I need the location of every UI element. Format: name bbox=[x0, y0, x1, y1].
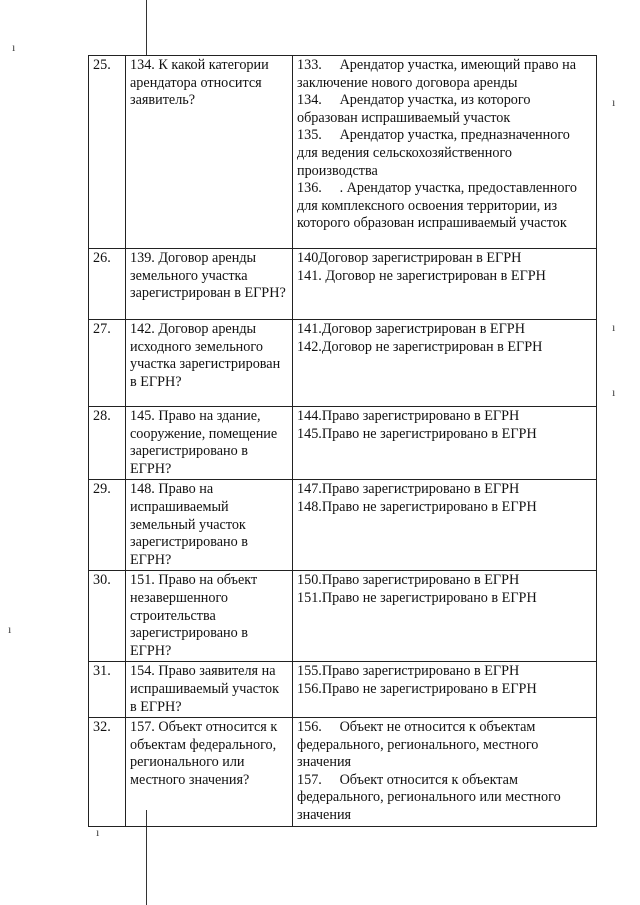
answer-option: 133. Арендатор участка, имеющий право на заключение нового договора аренды bbox=[297, 57, 577, 91]
answer-option: 144.Право зарегистрировано в ЕГРН bbox=[297, 408, 520, 424]
row-number: 29. bbox=[89, 480, 126, 571]
answer-option: 148.Право не зарегистрировано в ЕГРН bbox=[297, 498, 537, 515]
table-row bbox=[89, 407, 597, 480]
answer-option: 150.Право зарегистрировано в ЕГРН bbox=[297, 572, 520, 589]
question-cell: 142. Договор аренды исходного земельного участка зарегистрирован в ЕГРН? bbox=[126, 320, 293, 407]
row-number: 26. bbox=[89, 249, 126, 320]
answer-option: 145.Право не зарегистрировано в ЕГРН bbox=[297, 425, 537, 442]
answer-option: 156.Право не зарегистрировано в ЕГРН bbox=[297, 680, 537, 697]
answers-cell bbox=[293, 718, 597, 827]
scan-mark: ı bbox=[612, 385, 616, 399]
answer-option: 157. Объект относится к объектам федерального, регионального или местного значения bbox=[297, 771, 561, 824]
question-cell: 151. Право на объект незавершенного строительства зарегистрировано в ЕГРН? bbox=[126, 571, 293, 662]
answer-option: 135. Арендатор участка, предназначенного для ведения сельскохозяйственного производства bbox=[297, 127, 570, 179]
answer-option: 151.Право не зарегистрировано в ЕГРН bbox=[297, 589, 537, 606]
scan-mark: ı bbox=[612, 320, 616, 334]
question-cell: 154. Право заявителя на испрашиваемый участок в ЕГРН? bbox=[126, 662, 293, 718]
question-cell: 157. Объект относится к объектам федерального, регионального или местного значения? bbox=[126, 718, 293, 827]
answers-cell bbox=[293, 249, 597, 320]
row-number: 25. bbox=[89, 56, 126, 249]
row-number: 31. bbox=[89, 662, 126, 718]
answer-option: 140Договор зарегистрирован в ЕГРН bbox=[297, 250, 522, 266]
answer-option: 156. Объект не относится к объектам федерального, регионального, местного значения bbox=[297, 719, 539, 771]
answers-cell bbox=[293, 571, 597, 662]
scan-mark: ı bbox=[612, 95, 616, 109]
question-cell: 134. К какой категории арендатора относится заявитель? bbox=[126, 56, 293, 249]
row-number: 32. bbox=[89, 718, 126, 827]
table-row bbox=[89, 571, 597, 662]
scan-mark: ı bbox=[8, 622, 12, 636]
table-row bbox=[89, 662, 597, 718]
scan-mark: ı bbox=[96, 825, 100, 839]
question-cell: 145. Право на здание, сооружение, помещение зарегистрировано в ЕГРН? bbox=[126, 407, 293, 480]
scan-line-top bbox=[146, 0, 147, 55]
answer-option: 141.Договор зарегистрирован в ЕГРН bbox=[297, 321, 525, 337]
answers-cell bbox=[293, 662, 597, 718]
table-row bbox=[89, 249, 597, 320]
answers-cell bbox=[293, 480, 597, 571]
row-number: 30. bbox=[89, 571, 126, 662]
answers-cell bbox=[293, 320, 597, 407]
answer-option: 147.Право зарегистрировано в ЕГРН bbox=[297, 481, 520, 498]
row-number: 27. bbox=[89, 320, 126, 407]
answers-cell bbox=[293, 56, 597, 249]
answer-option: 155.Право зарегистрировано в ЕГРН bbox=[297, 663, 520, 680]
table-row bbox=[89, 718, 597, 827]
answer-option: 142.Договор не зарегистрирован в ЕГРН bbox=[297, 338, 543, 355]
table-row bbox=[89, 320, 597, 407]
table-row bbox=[89, 480, 597, 571]
answer-option: 136. . Арендатор участка, предоставленного для комплексного освоения территории, из которого образован испрашиваемый участок bbox=[297, 180, 578, 232]
answer-option: 134. Арендатор участка, из которого образован испрашиваемый участок bbox=[297, 92, 531, 126]
answer-option: 141. Договор не зарегистрирован в ЕГРН bbox=[297, 267, 546, 284]
question-cell: 139. Договор аренды земельного участка зарегистрирован в ЕГРН? bbox=[126, 249, 293, 320]
questionnaire-table bbox=[88, 55, 597, 827]
scan-mark: ı bbox=[12, 40, 16, 54]
answers-cell bbox=[293, 407, 597, 480]
table-row bbox=[89, 56, 597, 249]
row-number: 28. bbox=[89, 407, 126, 480]
question-cell: 148. Право на испрашиваемый земельный участок зарегистрировано в ЕГРН? bbox=[126, 480, 293, 571]
